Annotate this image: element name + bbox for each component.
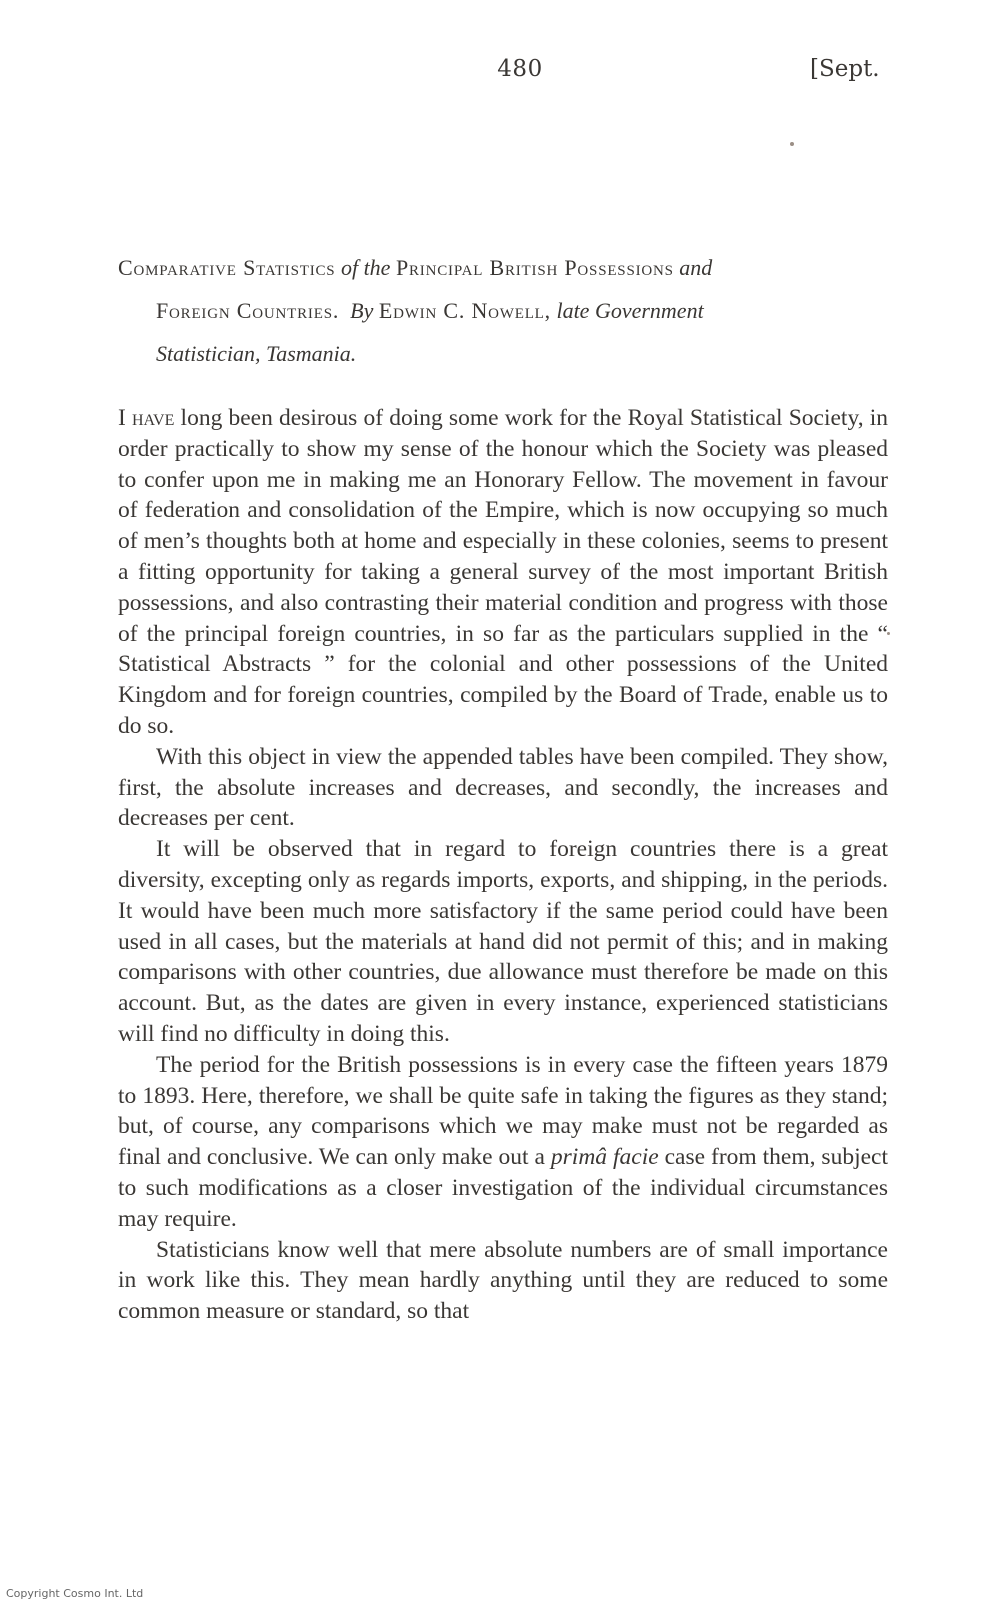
- title-part: late Government: [556, 298, 704, 323]
- title-part: By: [350, 298, 374, 323]
- copyright-watermark: Copyright Cosmo Int. Ltd: [6, 1587, 144, 1600]
- title-continuation: [118, 289, 888, 375]
- author-name: Edwin C. Nowell,: [378, 298, 551, 323]
- paragraph-text: case from them, subject to such modifications as a closer investigation of the individual circumstances may require.: [118, 1144, 888, 1232]
- running-head: [Sept.: [810, 56, 880, 82]
- print-speck: [790, 142, 794, 146]
- author-affiliation: Statistician, Tasmania.: [156, 341, 357, 366]
- paragraph: It will be observed that in regard to foreign countries there is a great diversity, excepting only as regards imports, exports, and shipping, in the periods. It would have been much more satisfactory if the same period could have been used in all cases, but the materials at hand did not permit of this; and in making comparisons with other countries, due allowance must therefore be made on this account. But, as the dates are given in every instance, experienced statisticians will find no difficulty in doing this.: [118, 836, 888, 1047]
- title-part: and: [679, 255, 713, 280]
- title-part: Foreign Countries.: [156, 298, 340, 323]
- paragraph: With this object in view the appended tables have been compiled. They show, first, the absolute increases and decreases, and secondly, the increases and decreases per cent.: [118, 743, 888, 832]
- paragraph-lead: I have: [118, 405, 175, 431]
- article-title: [118, 246, 888, 375]
- page-number: 480: [497, 56, 543, 82]
- title-part: Comparative Statistics: [118, 255, 336, 280]
- article-body: [118, 403, 888, 1327]
- paragraph: [118, 1050, 888, 1235]
- paragraph: [118, 403, 888, 742]
- paragraph-text: long been desirous of doing some work for the Royal Statistical Society, in order practically to show my sense of the honour which the Society was pleased to confer upon me in making me an Honorary Fellow. The movement in favour of federation and consolidation of the Empire, which is now occupying so much of men’s thoughts both at home and especially in these colonies, seems to present a fitting opportunity for taking a general survey of the most important British possessions, and also contrasting their material condition and progress with those of the principal foreign countries, in so far as the particulars supplied in the “ Statistical Abstracts ” for the colonial and other possessions of the United Kingdom and for foreign countries, compiled by the Board of Trade, enable us to do so.: [118, 405, 889, 739]
- paragraph-text: The period for the British possessions is in every case the fifteen years 1879 to 1893. Here, therefore, we shall be quite safe in taking the figures as they stand; but, of course, any comparisons which we may make must not be regarded as final and conclusive. We can only make out a: [118, 1051, 888, 1171]
- title-part: Principal British Possessions: [395, 255, 674, 280]
- paragraph: Statisticians know well that mere absolute numbers are of small importance in work like this. They mean hardly anything until they are reduced to some common measure or standard, so that: [118, 1236, 888, 1325]
- title-part: of the: [340, 255, 391, 280]
- italic-phrase: primâ facie: [550, 1144, 659, 1171]
